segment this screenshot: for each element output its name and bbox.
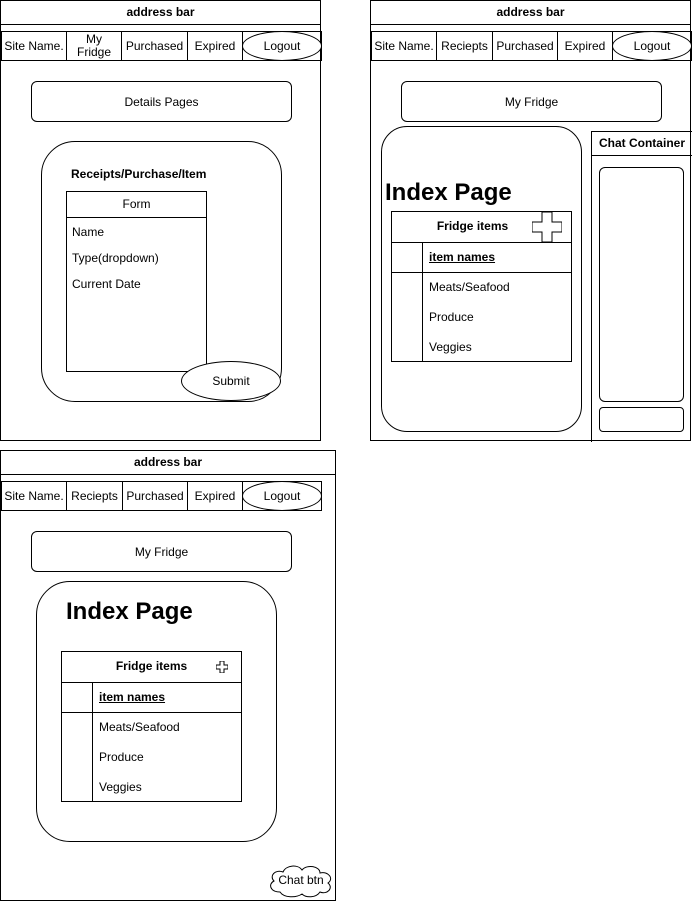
chat-input-field[interactable]: [599, 407, 684, 432]
form-title: Form: [67, 192, 206, 218]
nav-site-name[interactable]: Site Name.: [2, 482, 67, 510]
logout-button[interactable]: Logout: [612, 31, 692, 61]
field-current-date[interactable]: Current Date: [72, 277, 141, 291]
nav-purchased[interactable]: Purchased: [493, 32, 558, 60]
nav-purchased[interactable]: Purchased: [122, 32, 188, 60]
my-fridge-header-box: My Fridge: [401, 81, 662, 122]
add-item-icon[interactable]: [216, 661, 228, 673]
index-btn-wireframe: [0, 450, 336, 901]
fridge-items-title: Fridge items: [392, 212, 571, 243]
nav-my-fridge[interactable]: My Fridge: [67, 32, 122, 60]
index-chat-wireframe: [370, 0, 691, 441]
nav-expired[interactable]: Expired: [188, 482, 243, 510]
column-divider: [422, 242, 423, 362]
details-page-wireframe: [0, 0, 321, 441]
list-item[interactable]: Meats/Seafood: [429, 280, 510, 294]
header-divider: [392, 272, 571, 273]
nav-expired[interactable]: Expired: [188, 32, 243, 60]
field-type-dropdown[interactable]: Type(dropdown): [72, 251, 159, 265]
fridge-items-table: [391, 211, 572, 362]
logout-button[interactable]: Logout: [242, 481, 322, 511]
index-page-title: Index Page: [66, 598, 193, 625]
nav-purchased[interactable]: Purchased: [123, 482, 188, 510]
nav-site-name[interactable]: Site Name.: [2, 32, 67, 60]
list-item[interactable]: Veggies: [99, 780, 142, 794]
submit-button[interactable]: Submit: [181, 361, 281, 401]
field-name[interactable]: Name: [72, 225, 105, 239]
column-divider: [92, 682, 93, 802]
add-item-icon[interactable]: [532, 212, 562, 242]
address-bar: address bar: [1, 1, 320, 25]
nav-receipts[interactable]: Reciepts: [67, 482, 123, 510]
fridge-items-table: [61, 651, 242, 802]
chat-button-label: Chat btn: [278, 873, 324, 887]
nav-site-name[interactable]: Site Name.: [372, 32, 437, 60]
form-panel: [66, 191, 207, 372]
nav-expired[interactable]: Expired: [558, 32, 613, 60]
details-header-box: Details Pages: [31, 81, 292, 122]
column-header-item-names: item names: [99, 690, 166, 704]
list-item[interactable]: Meats/Seafood: [99, 720, 180, 734]
list-item[interactable]: Veggies: [429, 340, 472, 354]
chat-container-title: Chat Container: [592, 132, 692, 156]
chat-messages-area[interactable]: [599, 167, 684, 402]
address-bar: address bar: [371, 1, 690, 25]
fridge-items-title: Fridge items: [62, 652, 241, 683]
details-container-title: Receipts/Purchase/Item: [71, 167, 207, 181]
header-divider: [62, 712, 241, 713]
chat-button[interactable]: [266, 862, 336, 900]
index-page-title: Index Page: [385, 179, 512, 206]
chat-container: [591, 131, 692, 442]
list-item[interactable]: Produce: [429, 310, 474, 324]
list-item[interactable]: Produce: [99, 750, 144, 764]
nav-receipts[interactable]: Reciepts: [437, 32, 493, 60]
logout-button[interactable]: Logout: [242, 31, 322, 61]
address-bar: address bar: [1, 451, 335, 475]
my-fridge-header-box: My Fridge: [31, 531, 292, 572]
column-header-item-names: item names: [429, 250, 496, 264]
